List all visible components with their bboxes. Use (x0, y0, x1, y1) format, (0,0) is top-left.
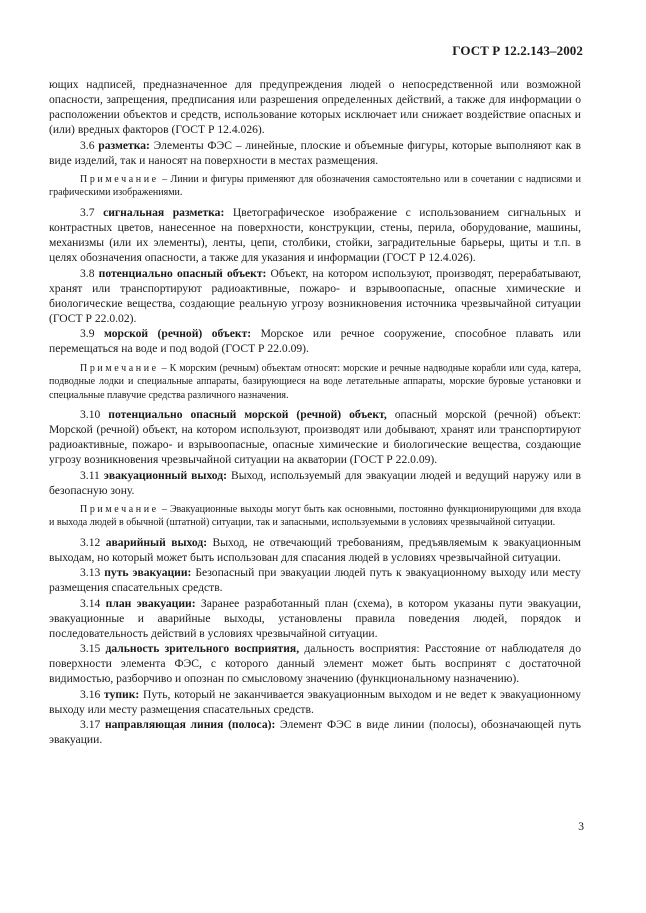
definition-3-10: 3.10 потенциально опасный морской (речной) объект, опасный морской (речной) объект: Морской (речной) объект, на котором используют, производят или добывают, хранят или транспортируют радиоактивные, пожаро- и взрывоопасные, опасные химические и биологические вещества, создающие угрозу возникновения чрезвычайной ситуации на акватории (ГОСТ Р 22.0.09). (49, 408, 581, 467)
definition-3-9: 3.9 морской (речной) объект: Морское или речное сооружение, способное плавать или перемещаться на воде и под водой (ГОСТ Р 22.0.09). (49, 327, 582, 356)
definition-3-7: 3.7 сигнальная разметка: Цветографическое изображение с использованием сигнальных и контрастных цветов, нанесенное на поверхности, конструкции, стены, перила, оборудование, машины, механизмы (или их элементы), ленты, цепи, столбики, стойки, заградительные барьеры, щиты и т.п. в целях обозначения опасности, а также для указания и информации (ГОСТ Р 12.4.026). (49, 205, 582, 265)
definition-3-17: 3.17 направляющая линия (полоса): Элемент ФЭС в виде линии (полосы), обозначающей путь эвакуации. (49, 717, 581, 746)
document-body (49, 77, 581, 747)
term-3-14: план эвакуации: (105, 596, 196, 610)
note-3-9: Примечание – К морским (речным) объектам относят: морские и речные надводные корабли или суда, катера, подводные лодки и специальные аппараты, базирующиеся на воде летательные аппараты, морские буровые установки и специальные плавучие средства различного назначения. (49, 362, 581, 401)
definition-3-16: 3.16 тупик: Путь, который не заканчивается эвакуационным выходом и не ведет к эвакуационному выходу или месту размещения спасательных средств. (49, 687, 581, 716)
term-3-9: морской (речной) объект: (103, 327, 252, 341)
document-header: ГОСТ Р 12.2.143–2002 (452, 43, 583, 58)
term-3-6: разметка: (98, 138, 150, 152)
definition-3-8: 3.8 потенциально опасный объект: Объект, на котором используют, производят, перерабатывают, хранят или транспортируют радиоактивные, пожаро- и взрывоопасные, опасные химические и биологические вещества, создающие реальную угрозу возникновения источника чрезвычайной ситуации (ГОСТ Р 22.0.02). (49, 266, 581, 326)
term-3-10: потенциально опасный морской (речной) объект, (108, 408, 387, 421)
term-3-16: тупик: (104, 687, 140, 701)
term-3-12: аварийный выход: (105, 535, 208, 549)
note-label: Примечание (80, 173, 159, 185)
definition-3-14: 3.14 план эвакуации: Заранее разработанный план (схема), в котором указаны пути эвакуации, эвакуационные и аварийные выходы, установлены правила поведения людей, порядок и последовательность действий в условиях чрезвычайной ситуации. (49, 596, 581, 640)
definition-3-11: 3.11 эвакуационный выход: Выход, используемый для эвакуации людей и ведущий наружу или в безопасную зону. (49, 468, 581, 497)
term-3-7: сигнальная разметка: (103, 205, 225, 219)
term-3-15: дальность зрительного восприятия, (105, 642, 300, 656)
note-3-11: Примечание – Эвакуационные выходы могут быть как основными, постоянно функционирующими для входа и выхода людей в обычной (штатной) ситуации, так и запасными, используемыми в условиях чрезвычайной ситуации. (49, 503, 581, 529)
note-3-6: Примечание – Линии и фигуры применяют для обозначения самостоятельно или в сочетании с надписями и графическими изображениями. (49, 173, 581, 199)
term-3-17: направляющая линия (полоса): (105, 717, 276, 731)
note-label: Примечание (80, 503, 159, 515)
intro-paragraph: ющих надписей, предназначенное для предупреждения людей о непосредственной или возможной опасности, запрещения, предписания или разрешения определенных действий, а также для информации о расположении объектов и средств, использование которых исключает или снижает воздействие опасных и (или) вредных факторов (ГОСТ Р 12.4.026). (49, 78, 581, 137)
term-3-8: потенциально опасный объект: (98, 266, 267, 280)
term-3-13: путь эвакуации: (104, 566, 192, 580)
definition-3-15: 3.15 дальность зрительного восприятия, дальность восприятия: Расстояние от наблюдателя до поверхности элемента ФЭС, с которого данный элемент может быть воспринят с достаточной видимостью, разборчиво и опознан по смысловому значению (функциональному назначению). (49, 642, 581, 686)
definition-3-12: 3.12 аварийный выход: Выход, не отвечающий требованиям, предъявляемым к эвакуационным выходам, но который может быть использован для спасания людей в условиях чрезвычайной ситуации. (49, 535, 581, 565)
note-label: Примечание (80, 362, 159, 374)
definition-3-13: 3.13 путь эвакуации: Безопасный при эвакуации людей путь к эвакуационному выходу или месту размещения спасательных средств. (49, 566, 581, 595)
page-number: 3 (578, 821, 584, 833)
term-3-11: эвакуационный выход: (103, 468, 227, 482)
definition-3-6: 3.6 разметка: Элементы ФЭС – линейные, плоские и объемные фигуры, которые выполняют как в виде изделий, так и наносят на поверхности в местах размещения. (49, 138, 581, 167)
